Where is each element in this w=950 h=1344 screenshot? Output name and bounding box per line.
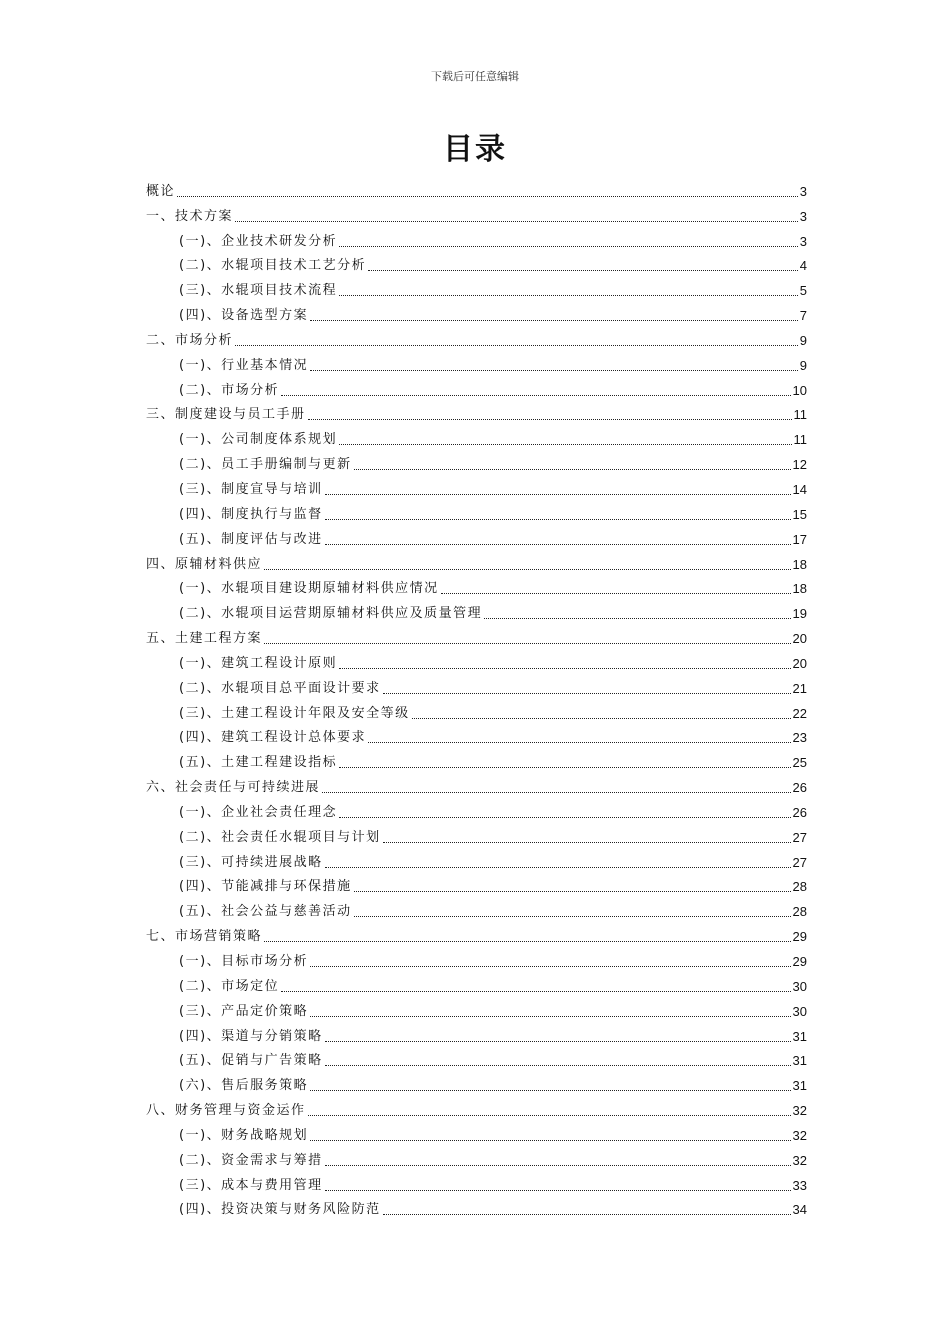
toc-entry-label: (一)、公司制度体系规划 bbox=[179, 432, 338, 448]
toc-entry-label: (三)、可持续进展战略 bbox=[179, 854, 323, 870]
toc-dot-leader bbox=[354, 891, 791, 892]
toc-entry-page-number: 3 bbox=[799, 208, 807, 224]
toc-entry-label: (五)、社会公益与慈善活动 bbox=[179, 904, 352, 920]
toc-entry-label: (四)、节能减排与环保措施 bbox=[179, 879, 352, 895]
toc-entry-page-number: 32 bbox=[792, 1127, 807, 1143]
toc-entry-page-number: 33 bbox=[792, 1177, 807, 1193]
toc-entry[interactable] bbox=[146, 1094, 807, 1119]
toc-entry[interactable] bbox=[146, 970, 807, 995]
toc-entry-label: (一)、水辊项目建设期原辅材料供应情况 bbox=[179, 581, 439, 597]
toc-entry-label: (二)、水辊项目运营期原辅材料供应及质量管理 bbox=[179, 606, 483, 622]
toc-entry[interactable] bbox=[146, 920, 807, 945]
toc-entry-page-number: 22 bbox=[792, 705, 807, 721]
toc-entry-label: (二)、社会责任水辊项目与计划 bbox=[179, 829, 381, 845]
toc-entry-page-number: 28 bbox=[792, 879, 807, 895]
toc-entry-page-number: 20 bbox=[792, 631, 807, 647]
toc-entry-label: (一)、企业技术研发分析 bbox=[179, 233, 338, 249]
toc-entry-page-number: 11 bbox=[793, 432, 807, 448]
toc-entry-label: 八、财务管理与资金运作 bbox=[146, 1103, 306, 1119]
toc-entry[interactable] bbox=[146, 871, 807, 896]
toc-entry[interactable] bbox=[146, 573, 807, 598]
toc-dot-leader bbox=[383, 842, 791, 843]
toc-dot-leader bbox=[310, 370, 798, 371]
toc-entry-label: (二)、资金需求与筹措 bbox=[179, 1152, 323, 1168]
toc-entry[interactable] bbox=[146, 324, 807, 349]
toc-entry[interactable] bbox=[146, 374, 807, 399]
toc-dot-leader bbox=[308, 419, 792, 420]
toc-entry-page-number: 26 bbox=[792, 804, 807, 820]
toc-entry[interactable] bbox=[146, 622, 807, 647]
toc-entry[interactable] bbox=[146, 523, 807, 548]
toc-dot-leader bbox=[322, 792, 791, 793]
toc-entry[interactable] bbox=[146, 1069, 807, 1094]
toc-entry[interactable] bbox=[146, 448, 807, 473]
toc-entry-label: 四、原辅材料供应 bbox=[146, 556, 263, 572]
toc-dot-leader bbox=[281, 395, 790, 396]
toc-entry[interactable] bbox=[146, 349, 807, 374]
toc-entry-page-number: 34 bbox=[792, 1202, 807, 1218]
toc-entry-page-number: 3 bbox=[799, 183, 807, 199]
toc-entry-label: (二)、市场定位 bbox=[179, 978, 280, 994]
toc-entry-label: (一)、财务战略规划 bbox=[179, 1127, 309, 1143]
toc-dot-leader bbox=[264, 941, 791, 942]
toc-entry-page-number: 3 bbox=[799, 233, 807, 249]
toc-dot-leader bbox=[339, 295, 798, 296]
toc-entry-page-number: 26 bbox=[792, 780, 807, 796]
toc-entry-page-number: 32 bbox=[792, 1152, 807, 1168]
toc-entry-label: 一、技术方案 bbox=[146, 208, 234, 224]
toc-dot-leader bbox=[339, 668, 790, 669]
toc-entry[interactable] bbox=[146, 597, 807, 622]
toc-entry-label: (三)、水辊项目技术流程 bbox=[179, 283, 338, 299]
toc-dot-leader bbox=[325, 1165, 791, 1166]
toc-entry-page-number: 21 bbox=[792, 680, 807, 696]
toc-entry-page-number: 29 bbox=[792, 954, 807, 969]
toc-entry-page-number: 9 bbox=[799, 357, 807, 373]
toc-entry[interactable] bbox=[146, 1020, 807, 1045]
toc-dot-leader bbox=[310, 1140, 790, 1141]
toc-dot-leader bbox=[383, 1214, 791, 1215]
toc-entry[interactable] bbox=[146, 945, 807, 970]
toc-entry-label: (三)、制度宣导与培训 bbox=[179, 481, 323, 497]
toc-dot-leader bbox=[264, 569, 791, 570]
toc-dot-leader bbox=[310, 1090, 790, 1091]
toc-entry-page-number: 18 bbox=[792, 581, 807, 597]
toc-dot-leader bbox=[177, 196, 798, 197]
toc-entry[interactable] bbox=[146, 672, 807, 697]
toc-entry[interactable] bbox=[146, 1119, 807, 1144]
toc-entry[interactable] bbox=[146, 250, 807, 275]
toc-entry[interactable] bbox=[146, 399, 807, 424]
toc-entry-page-number: 5 bbox=[799, 283, 807, 299]
toc-dot-leader bbox=[339, 444, 791, 445]
toc-entry-page-number: 27 bbox=[792, 829, 807, 845]
toc-entry-page-number: 31 bbox=[792, 1028, 807, 1044]
toc-entry-page-number: 7 bbox=[799, 308, 807, 324]
toc-dot-leader bbox=[310, 966, 790, 967]
toc-entry-page-number: 9 bbox=[799, 332, 807, 348]
toc-entry-page-number: 14 bbox=[792, 481, 807, 497]
toc-dot-leader bbox=[325, 519, 791, 520]
toc-entry-page-number: 17 bbox=[792, 531, 807, 547]
toc-dot-leader bbox=[235, 345, 798, 346]
toc-entry-page-number: 27 bbox=[792, 854, 807, 870]
toc-dot-leader bbox=[310, 1016, 790, 1017]
toc-entry-label: 六、社会责任与可持续进展 bbox=[146, 780, 321, 796]
toc-entry-page-number: 31 bbox=[792, 1078, 807, 1094]
toc-entry-label: 概论 bbox=[146, 183, 176, 199]
toc-entry-label: (一)、目标市场分析 bbox=[179, 954, 309, 969]
toc-entry[interactable] bbox=[146, 821, 807, 846]
toc-entry-label: (五)、制度评估与改进 bbox=[179, 531, 323, 547]
toc-entry[interactable] bbox=[146, 200, 807, 225]
toc-entry-page-number: 10 bbox=[792, 382, 807, 398]
toc-entry[interactable] bbox=[146, 1194, 807, 1219]
toc-entry-page-number: 28 bbox=[792, 904, 807, 920]
toc-dot-leader bbox=[325, 1190, 791, 1191]
toc-entry[interactable] bbox=[146, 1045, 807, 1070]
toc-dot-leader bbox=[281, 991, 790, 992]
toc-dot-leader bbox=[484, 618, 790, 619]
toc-dot-leader bbox=[310, 320, 798, 321]
toc-entry-label: (四)、建筑工程设计总体要求 bbox=[179, 730, 367, 746]
toc-entry-page-number: 18 bbox=[792, 556, 807, 572]
toc-entry-page-number: 11 bbox=[793, 407, 807, 423]
toc-entry-page-number: 25 bbox=[792, 755, 807, 771]
toc-entry-page-number: 20 bbox=[792, 655, 807, 671]
toc-entry[interactable] bbox=[146, 1144, 807, 1169]
toc-entry[interactable] bbox=[146, 175, 807, 200]
toc-entry-page-number: 32 bbox=[792, 1103, 807, 1119]
toc-entry[interactable] bbox=[146, 771, 807, 796]
toc-entry-page-number: 4 bbox=[799, 258, 807, 274]
toc-entry[interactable] bbox=[146, 846, 807, 871]
toc-dot-leader bbox=[412, 718, 791, 719]
toc-dot-leader bbox=[264, 643, 791, 644]
toc-entry-label: (四)、设备选型方案 bbox=[179, 308, 309, 324]
toc-dot-leader bbox=[368, 270, 798, 271]
toc-entry-page-number: 19 bbox=[792, 606, 807, 622]
toc-entry-label: 七、市场营销策略 bbox=[146, 929, 263, 945]
toc-entry-page-number: 15 bbox=[792, 506, 807, 522]
toc-entry[interactable] bbox=[146, 473, 807, 498]
toc-entry-label: (三)、土建工程设计年限及安全等级 bbox=[179, 705, 410, 721]
toc-dot-leader bbox=[308, 1115, 791, 1116]
header-note: 下载后可任意编辑 bbox=[431, 70, 519, 83]
toc-entry-label: (三)、产品定价策略 bbox=[179, 1003, 309, 1019]
toc-dot-leader bbox=[235, 221, 798, 222]
toc-dot-leader bbox=[339, 246, 798, 247]
toc-dot-leader bbox=[339, 767, 790, 768]
toc-entry[interactable] bbox=[146, 722, 807, 747]
table-of-contents bbox=[146, 175, 807, 1218]
toc-entry-label: (三)、成本与费用管理 bbox=[179, 1177, 323, 1193]
toc-dot-leader bbox=[368, 742, 790, 743]
toc-entry-label: 二、市场分析 bbox=[146, 332, 234, 348]
toc-dot-leader bbox=[354, 916, 791, 917]
toc-entry[interactable] bbox=[146, 796, 807, 821]
toc-entry[interactable] bbox=[146, 697, 807, 722]
toc-entry-label: (二)、水辊项目技术工艺分析 bbox=[179, 258, 367, 274]
toc-entry[interactable] bbox=[146, 498, 807, 523]
toc-dot-leader bbox=[325, 867, 791, 868]
toc-entry-page-number: 30 bbox=[792, 978, 807, 994]
toc-entry-label: 三、制度建设与员工手册 bbox=[146, 407, 306, 423]
toc-entry[interactable] bbox=[146, 895, 807, 920]
toc-dot-leader bbox=[354, 469, 791, 470]
toc-entry-label: (五)、土建工程建设指标 bbox=[179, 755, 338, 771]
toc-dot-leader bbox=[325, 1065, 791, 1066]
toc-entry-label: (四)、制度执行与监督 bbox=[179, 506, 323, 522]
toc-entry-page-number: 31 bbox=[792, 1053, 807, 1069]
toc-entry-label: (二)、员工手册编制与更新 bbox=[179, 457, 352, 473]
toc-entry[interactable] bbox=[146, 299, 807, 324]
toc-entry-label: (一)、行业基本情况 bbox=[179, 357, 309, 373]
toc-entry[interactable] bbox=[146, 647, 807, 672]
toc-dot-leader bbox=[441, 593, 791, 594]
toc-entry-label: (二)、市场分析 bbox=[179, 382, 280, 398]
toc-dot-leader bbox=[325, 1041, 791, 1042]
toc-entry[interactable] bbox=[146, 423, 807, 448]
toc-entry[interactable] bbox=[146, 225, 807, 250]
toc-entry-label: (六)、售后服务策略 bbox=[179, 1078, 309, 1094]
toc-entry-page-number: 30 bbox=[792, 1003, 807, 1019]
toc-entry-page-number: 29 bbox=[792, 929, 807, 945]
toc-dot-leader bbox=[339, 817, 790, 818]
toc-entry[interactable] bbox=[146, 746, 807, 771]
toc-entry[interactable] bbox=[146, 548, 807, 573]
toc-entry-page-number: 23 bbox=[792, 730, 807, 746]
toc-entry-label: (五)、促销与广告策略 bbox=[179, 1053, 323, 1069]
toc-entry-label: (一)、企业社会责任理念 bbox=[179, 804, 338, 820]
toc-dot-leader bbox=[325, 544, 791, 545]
toc-entry-label: (二)、水辊项目总平面设计要求 bbox=[179, 680, 381, 696]
toc-entry[interactable] bbox=[146, 1169, 807, 1194]
toc-entry-label: 五、土建工程方案 bbox=[146, 631, 263, 647]
toc-title: 目录 bbox=[443, 132, 507, 167]
toc-dot-leader bbox=[325, 494, 791, 495]
toc-entry-label: (一)、建筑工程设计原则 bbox=[179, 655, 338, 671]
toc-entry-label: (四)、投资决策与财务风险防范 bbox=[179, 1202, 381, 1218]
toc-entry[interactable] bbox=[146, 274, 807, 299]
toc-entry-page-number: 12 bbox=[792, 457, 807, 473]
toc-dot-leader bbox=[383, 693, 791, 694]
toc-entry[interactable] bbox=[146, 995, 807, 1020]
toc-entry-label: (四)、渠道与分销策略 bbox=[179, 1028, 323, 1044]
